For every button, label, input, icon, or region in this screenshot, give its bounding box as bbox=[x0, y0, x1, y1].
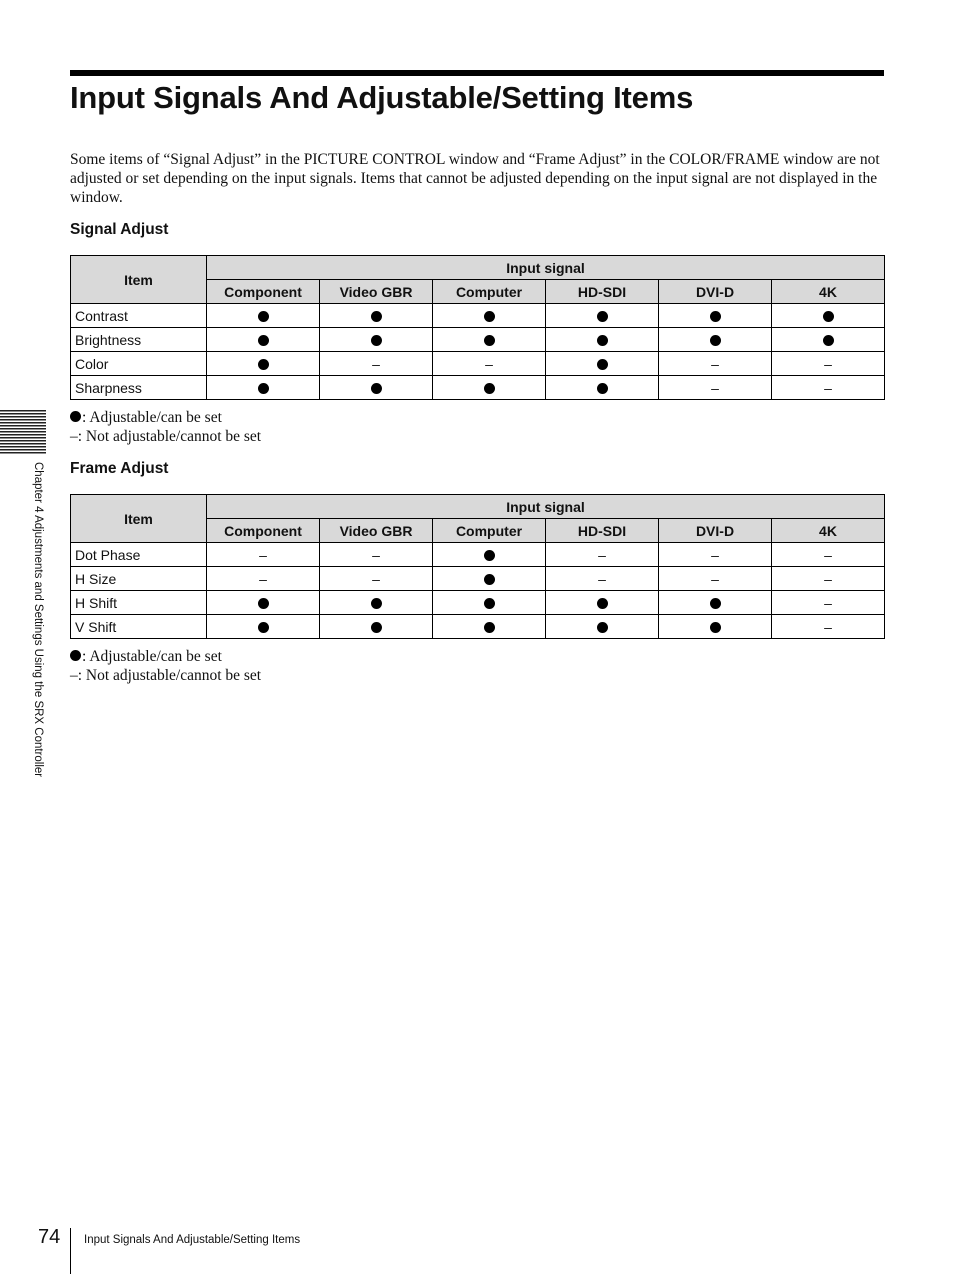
table-cell bbox=[659, 567, 772, 591]
input-signal-header: Input signal bbox=[207, 256, 885, 280]
filled-circle-icon bbox=[597, 335, 608, 346]
chapter-tab-marker bbox=[0, 410, 46, 454]
filled-circle-icon bbox=[484, 311, 495, 322]
legend-adjustable: : Adjustable/can be set bbox=[82, 409, 222, 426]
table-cell bbox=[207, 615, 320, 639]
filled-circle-icon bbox=[710, 335, 721, 346]
dash-mark: – bbox=[711, 379, 719, 396]
table-cell bbox=[772, 352, 885, 376]
item-header: Item bbox=[71, 495, 207, 543]
legend-adjustable: : Adjustable/can be set bbox=[82, 648, 222, 665]
legend-not-adjustable: –: Not adjustable/cannot be set bbox=[70, 428, 262, 445]
filled-circle-icon bbox=[371, 335, 382, 346]
table-cell bbox=[433, 567, 546, 591]
table-cell bbox=[320, 567, 433, 591]
table-cell bbox=[659, 591, 772, 615]
dash-mark: – bbox=[711, 546, 719, 563]
dash-mark: – bbox=[711, 570, 719, 587]
table-cell bbox=[207, 567, 320, 591]
table-cell bbox=[546, 543, 659, 567]
column-header: 4K bbox=[772, 519, 885, 543]
filled-circle-icon bbox=[484, 335, 495, 346]
dash-mark: – bbox=[824, 355, 832, 372]
table-cell bbox=[320, 376, 433, 400]
table-cell bbox=[659, 304, 772, 328]
row-label: Brightness bbox=[71, 328, 207, 352]
dash-mark: – bbox=[372, 355, 380, 372]
table-cell bbox=[320, 543, 433, 567]
filled-circle-icon bbox=[710, 598, 721, 609]
table-cell bbox=[433, 352, 546, 376]
intro-paragraph: Some items of “Signal Adjust” in the PICTURE CONTROL window and “Frame Adjust” in the COLOR/FRAME window are not adjusted or set depending on the input signals. Items that cannot be adjusted depending on the input signal are not displayed in the window. bbox=[70, 151, 880, 206]
table-cell bbox=[772, 543, 885, 567]
table-row bbox=[71, 376, 885, 400]
table-cell bbox=[207, 304, 320, 328]
filled-circle-icon bbox=[371, 311, 382, 322]
table-cell bbox=[433, 543, 546, 567]
table-row bbox=[71, 328, 885, 352]
column-header: Video GBR bbox=[320, 280, 433, 304]
table-cell bbox=[772, 328, 885, 352]
filled-circle-icon bbox=[597, 311, 608, 322]
item-header: Item bbox=[71, 256, 207, 304]
row-label: H Shift bbox=[71, 591, 207, 615]
dash-mark: – bbox=[711, 355, 719, 372]
filled-circle-icon bbox=[258, 622, 269, 633]
filled-circle-icon bbox=[258, 335, 269, 346]
legend-signal-adjust bbox=[70, 408, 261, 446]
row-label: H Size bbox=[71, 567, 207, 591]
filled-circle-icon bbox=[258, 311, 269, 322]
filled-circle-icon bbox=[710, 311, 721, 322]
filled-circle-icon bbox=[258, 383, 269, 394]
table-cell bbox=[207, 543, 320, 567]
legend-frame-adjust bbox=[70, 647, 261, 685]
filled-circle-icon bbox=[371, 598, 382, 609]
dash-mark: – bbox=[824, 546, 832, 563]
table-row bbox=[71, 352, 885, 376]
column-header: Computer bbox=[433, 280, 546, 304]
filled-circle-icon bbox=[484, 574, 495, 585]
dash-mark: – bbox=[372, 546, 380, 563]
table-cell bbox=[207, 352, 320, 376]
table-cell bbox=[546, 328, 659, 352]
filled-circle-icon bbox=[484, 550, 495, 561]
filled-circle-icon bbox=[597, 359, 608, 370]
table-cell bbox=[433, 328, 546, 352]
table-cell bbox=[320, 591, 433, 615]
table-cell bbox=[659, 328, 772, 352]
table-cell bbox=[433, 615, 546, 639]
filled-circle-icon bbox=[371, 383, 382, 394]
column-header: Component bbox=[207, 519, 320, 543]
filled-circle-icon bbox=[371, 622, 382, 633]
filled-circle-icon bbox=[484, 598, 495, 609]
row-label: Dot Phase bbox=[71, 543, 207, 567]
dash-mark: – bbox=[824, 570, 832, 587]
dash-mark: – bbox=[259, 570, 267, 587]
table-row bbox=[71, 591, 885, 615]
filled-circle-icon bbox=[258, 359, 269, 370]
table-cell bbox=[659, 615, 772, 639]
table-cell bbox=[546, 352, 659, 376]
column-header: HD-SDI bbox=[546, 280, 659, 304]
column-header: DVI-D bbox=[659, 280, 772, 304]
table-cell bbox=[772, 376, 885, 400]
dash-mark: – bbox=[824, 379, 832, 396]
table-cell bbox=[320, 615, 433, 639]
filled-circle-icon bbox=[597, 622, 608, 633]
table-cell bbox=[772, 304, 885, 328]
table-cell bbox=[207, 591, 320, 615]
filled-circle-icon bbox=[70, 650, 81, 661]
footer-running-title: Input Signals And Adjustable/Setting Items bbox=[84, 1234, 301, 1246]
table-cell bbox=[659, 543, 772, 567]
section-heading-signal-adjust: Signal Adjust bbox=[70, 221, 169, 238]
footer-rule bbox=[70, 1228, 71, 1274]
table-cell bbox=[546, 567, 659, 591]
filled-circle-icon bbox=[597, 383, 608, 394]
filled-circle-icon bbox=[710, 622, 721, 633]
frame-adjust-table bbox=[70, 494, 885, 639]
table-cell bbox=[207, 328, 320, 352]
dash-mark: – bbox=[824, 594, 832, 611]
table-cell bbox=[433, 304, 546, 328]
table-row bbox=[71, 615, 885, 639]
table-cell bbox=[659, 376, 772, 400]
signal-adjust-table bbox=[70, 255, 885, 400]
table-cell bbox=[772, 615, 885, 639]
page-number: 74 bbox=[38, 1226, 61, 1248]
dash-mark: – bbox=[824, 618, 832, 635]
input-signal-header: Input signal bbox=[207, 495, 885, 519]
table-body bbox=[71, 304, 885, 400]
table-cell bbox=[546, 304, 659, 328]
dash-mark: – bbox=[372, 570, 380, 587]
page-title: Input Signals And Adjustable/Setting Items bbox=[70, 80, 694, 115]
table-cell bbox=[320, 304, 433, 328]
dash-mark: – bbox=[598, 570, 606, 587]
row-label: Sharpness bbox=[71, 376, 207, 400]
table-cell bbox=[772, 567, 885, 591]
table-cell bbox=[320, 328, 433, 352]
table-cell bbox=[546, 591, 659, 615]
legend-not-adjustable: –: Not adjustable/cannot be set bbox=[70, 667, 262, 684]
dash-mark: – bbox=[598, 546, 606, 563]
filled-circle-icon bbox=[823, 311, 834, 322]
filled-circle-icon bbox=[70, 411, 81, 422]
row-label: Contrast bbox=[71, 304, 207, 328]
table-body bbox=[71, 543, 885, 639]
table-cell bbox=[320, 352, 433, 376]
table-cell bbox=[207, 376, 320, 400]
section-heading-frame-adjust: Frame Adjust bbox=[70, 460, 169, 477]
table-cell bbox=[772, 591, 885, 615]
column-header: Computer bbox=[433, 519, 546, 543]
filled-circle-icon bbox=[484, 622, 495, 633]
table-row bbox=[71, 543, 885, 567]
column-header: Component bbox=[207, 280, 320, 304]
chapter-side-label: Chapter 4 Adjustments and Settings Using the SRX Controller bbox=[32, 462, 44, 778]
dash-mark: – bbox=[485, 355, 493, 372]
filled-circle-icon bbox=[823, 335, 834, 346]
title-rule bbox=[70, 70, 884, 76]
table-cell bbox=[546, 376, 659, 400]
table-row bbox=[71, 304, 885, 328]
table-cell bbox=[659, 352, 772, 376]
table-cell bbox=[433, 376, 546, 400]
row-label: Color bbox=[71, 352, 207, 376]
filled-circle-icon bbox=[597, 598, 608, 609]
table-row bbox=[71, 567, 885, 591]
dash-mark: – bbox=[259, 546, 267, 563]
column-header: HD-SDI bbox=[546, 519, 659, 543]
filled-circle-icon bbox=[258, 598, 269, 609]
column-header: DVI-D bbox=[659, 519, 772, 543]
table-cell bbox=[546, 615, 659, 639]
column-header: 4K bbox=[772, 280, 885, 304]
row-label: V Shift bbox=[71, 615, 207, 639]
filled-circle-icon bbox=[484, 383, 495, 394]
column-header: Video GBR bbox=[320, 519, 433, 543]
table-cell bbox=[433, 591, 546, 615]
